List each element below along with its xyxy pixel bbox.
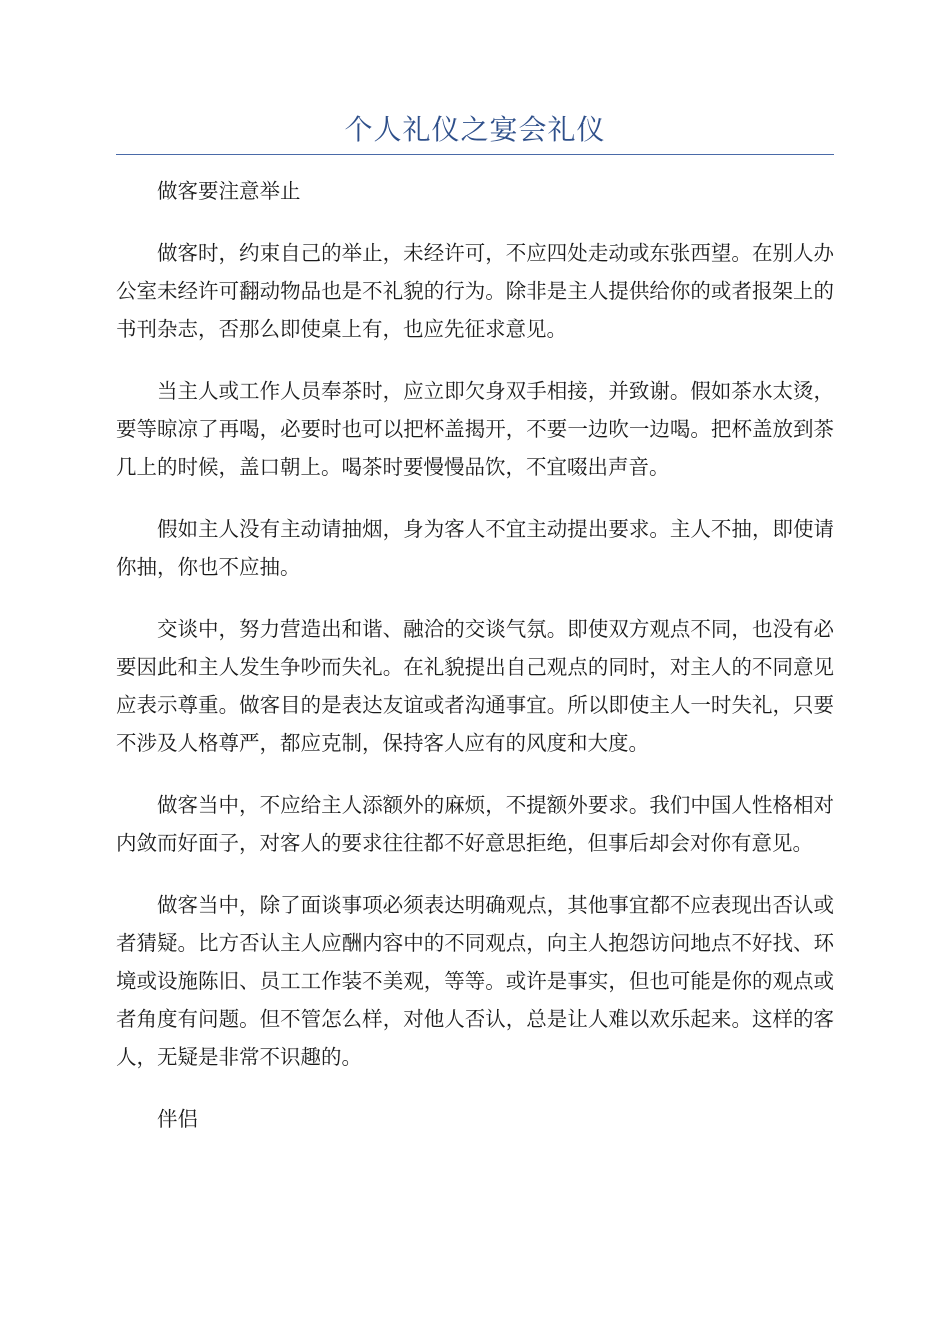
paragraph-heading-guest-manners: 做客要注意举止 bbox=[157, 179, 301, 203]
paragraph-no-denial: 做客当中，除了面谈事项必须表达明确观点，其他事宜都不应表现出否认或者猜疑。比方否认主人应酬内容中的不同观点，向主人抱怨访问地点不好找、环境或设施陈旧、员工工作装不美观，等等。或许是事实，但也可能是你的观点或者角度有问题。但不管怎么样，对他人否认，总是让人难以欢乐起来。这样的客人，无疑是非常不识趣的。 bbox=[116, 893, 834, 1069]
paragraph-heading-partner: 伴侣 bbox=[157, 1107, 198, 1131]
paragraph-tea: 当主人或工作人员奉茶时，应立即欠身双手相接，并致谢。假如茶水太烫，要等晾凉了再喝，必要时也可以把杯盖揭开，不要一边吹一边喝。把杯盖放到茶几上的时候，盖口朝上。喝茶时要慢慢品饮，不宜啜出声音。 bbox=[116, 379, 834, 479]
page-title: 个人礼仪之宴会礼仪 bbox=[344, 113, 606, 146]
paragraph-no-extra-trouble: 做客当中，不应给主人添额外的麻烦，不提额外要求。我们中国人性格相对内敛而好面子，对客人的要求往往都不好意思拒绝，但事后却会对你有意见。 bbox=[116, 793, 834, 855]
paragraph-smoking: 假如主人没有主动请抽烟，身为客人不宜主动提出要求。主人不抽，即使请你抽，你也不应抽。 bbox=[116, 517, 834, 579]
title-underline bbox=[116, 154, 834, 155]
paragraph-conversation: 交谈中，努力营造出和谐、融洽的交谈气氛。即使双方观点不同，也没有必要因此和主人发生争吵而失礼。在礼貌提出自己观点的同时，对主人的不同意见应表示尊重。做客目的是表达友谊或者沟通事宜。所以即使主人一时失礼，只要不涉及人格尊严，都应克制，保持客人应有的风度和大度。 bbox=[116, 617, 834, 755]
document-body bbox=[116, 172, 834, 1162]
paragraph-behavior: 做客时，约束自己的举止，未经许可，不应四处走动或东张西望。在别人办公室未经许可翻动物品也是不礼貌的行为。除非是主人提供给你的或者报架上的书刊杂志，否那么即使桌上有，也应先征求意见。 bbox=[116, 241, 834, 341]
